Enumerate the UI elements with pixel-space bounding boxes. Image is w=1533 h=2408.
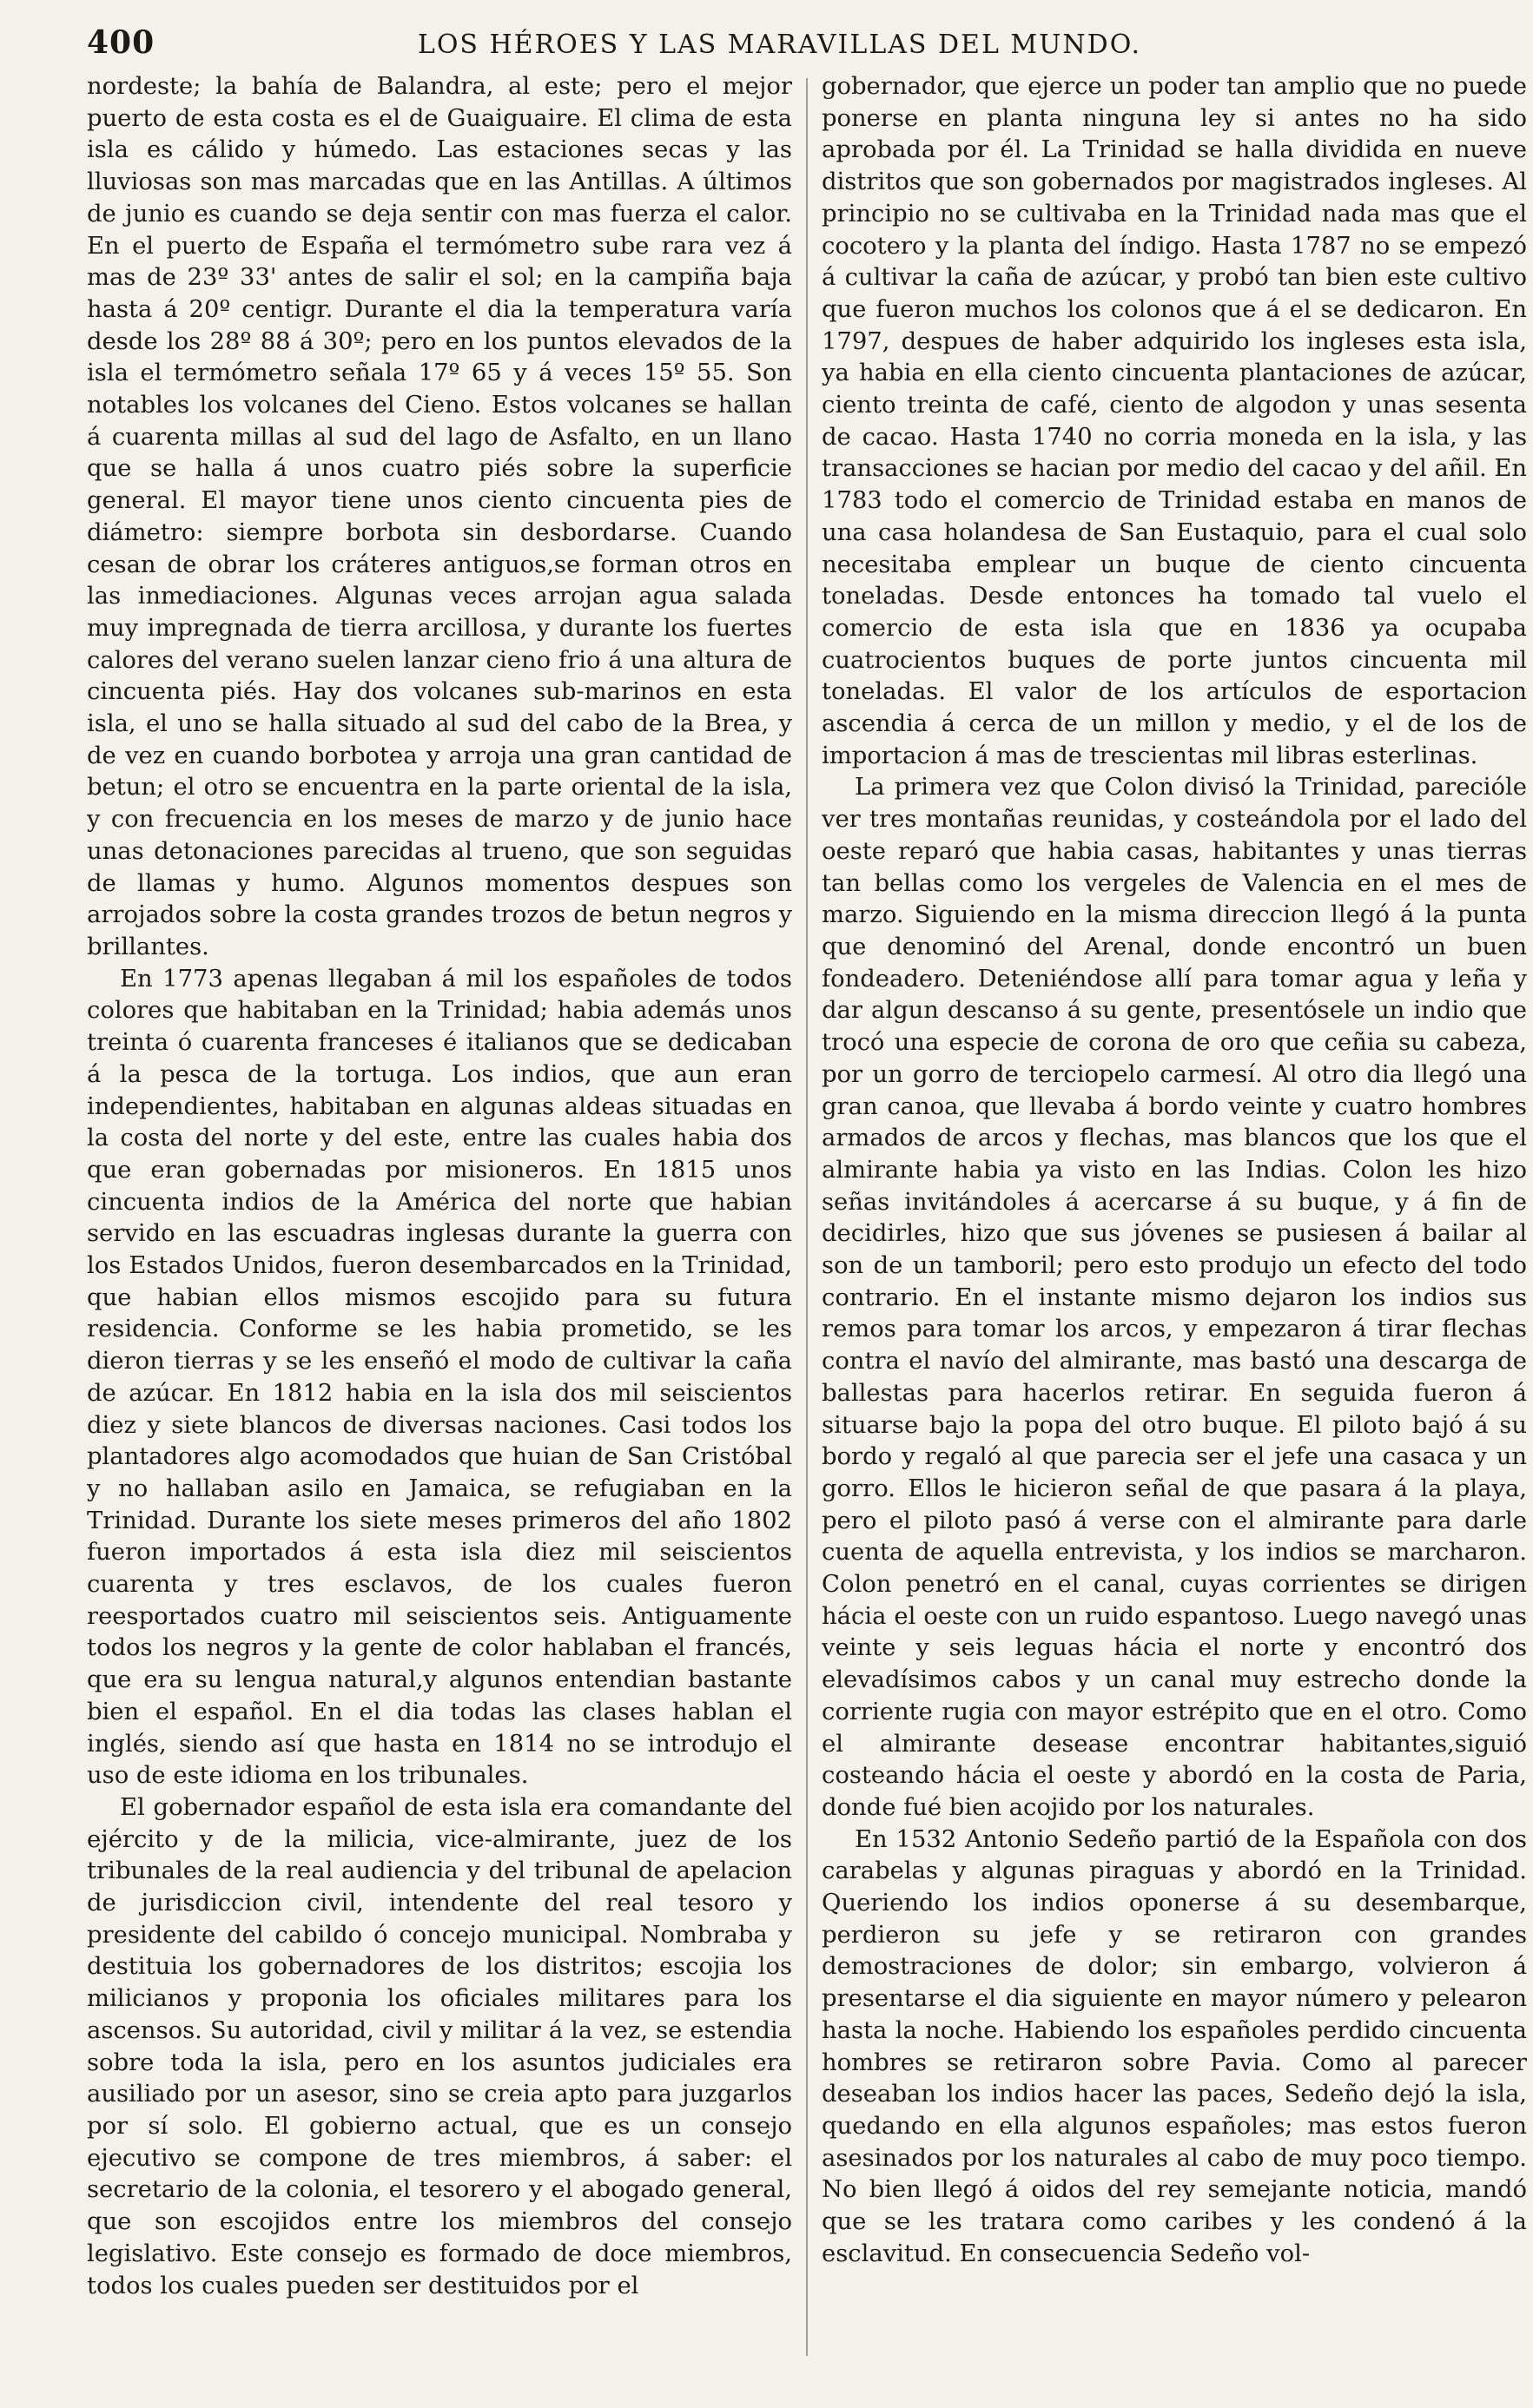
left-column [87, 71, 792, 2365]
right-paragraph-3: En 1532 Antonio Sedeño partió de la Española con dos carabelas y algunas piraguas y abordó en la Trinidad. Queriendo los indios oponerse á su desembarque, perdieron su jefe y se retiraron con grandes demostraciones de dolor; sin embargo, volvieron á presentarse el dia siguiente en mayor número y pelearon hasta la noche. Habiendo los españoles perdido cincuenta hombres se retiraron sobre Pavia. Como al parecer deseaban los indios hacer las paces, Sedeño dejó la isla, quedando en ella algunos españoles; mas estos fueron asesinados por los naturales al cabo de muy poco tiempo. No bien llegó á oidos del rey semejante noticia, mandó que se les tratara como caribes y les condenó á la esclavitud. En consecuencia Sedeño vol- [822, 1825, 1527, 2267]
column-divider [806, 78, 808, 2356]
left-paragraph-2: En 1773 apenas llegaban á mil los españoles de todos colores que habitaban en la Trinidad; habia además unos treinta ó cuarenta franceses é italianos que se dedicaban á la pesca de la tortuga. Los indios, que aun eran independientes, habitaban en algunas aldeas situadas en la costa del norte y del este, entre las cuales habia dos que eran gobernadas por misioneros. En 1815 unos cincuenta indios de la América del norte que habian servido en las escuadras inglesas durante la guerra con los Estados Unidos, fueron desembarcados en la Trinidad, que habian ellos mismos escojido para su futura residencia. Conforme se les habia prometido, se les dieron tierras y se les enseñó el modo de cultivar la caña de azúcar. En 1812 habia en la isla dos mil seiscientos diez y siete blancos de diversas naciones. Casi todos los plantadores algo acomodados que huian de San Cristóbal y no hallaban asilo en Jamaica, se refugiaban en la Trinidad. Durante los siete meses primeros del año 1802 fueron importados á esta isla diez mil seiscientos cuarenta y tres esclavos, de los cuales fueron reesportados cuatro mil seiscientos seis. Antiguamente todos los negros y la gente de color hablaban el francés, que era su lengua natural,y algunos entendian bastante bien el español. En el dia todas las clases hablan el inglés, siendo así que hasta en 1814 no se introdujo el uso de este idioma en los tribunales. [87, 965, 792, 1790]
left-paragraph-3: El gobernador español de esta isla era comandante del ejército y de la milicia, vice-almirante, juez de los tribunales de la real audiencia y del tribunal de apelacion de jurisdiccion civil, intendente del real tesoro y presidente del cabildo ó concejo municipal. Nombraba y destituia los gobernadores de los distritos; escojia los milicianos y proponia los oficiales militares para los ascensos. Su autoridad, civil y militar á la vez, se estendia sobre toda la isla, pero en los asuntos judiciales era ausiliado por un asesor, sino se creia apto para juzgarlos por sí solo. El gobierno actual, que es un consejo ejecutivo se compone de tres miembros, á saber: el secretario de la colonia, el tesorero y el abogado general, que son escojidos entre los miembros del consejo legislativo. Este consejo es formado de doce miembros, todos los cuales pueden ser destituidos por el [87, 1793, 792, 2299]
right-paragraph-2: La primera vez que Colon divisó la Trinidad, parecióle ver tres montañas reunidas, y costeándola por el lado del oeste reparó que habia casas, habitantes y unas tierras tan bellas como los vergeles de Valencia en el mes de marzo. Siguiendo en la misma direccion llegó á la punta que denominó del Arenal, donde encontró un buen fondeadero. Deteniéndose allí para tomar agua y leña y dar algun descanso á su gente, presentósele un indio que trocó una especie de corona de oro que ceñia su cabeza, por un gorro de terciopelo carmesí. Al otro dia llegó una gran canoa, que llevaba á bordo veinte y cuatro hombres armados de arcos y flechas, mas blancos que los que el almirante habia ya visto en las Indias. Colon les hizo señas invitándoles á acercarse á su buque, y á fin de decidirles, hizo que sus jóvenes se pusiesen á bailar al son de un tamboril; pero esto produjo un efecto del todo contrario. En el instante mismo dejaron los indios sus remos para tomar los arcos, y empezaron á tirar flechas contra el navío del almirante, mas bastó una descarga de ballestas para hacerlos retirar. En seguida fueron á situarse bajo la popa del otro buque. El piloto bajó á su bordo y regaló al que parecia ser el jefe una casaca y un gorro. Ellos le hicieron señal de que pasara á la playa, pero el piloto pasó á verse con el almirante para darle cuenta de aquella entrevista, y los indios se marcharon. Colon penetró en el canal, cuyas corrientes se dirigen hácia el oeste con un ruido espantoso. Luego navegó unas veinte y seis leguas hácia el norte y encontró dos elevadísimos cabos y un canal muy estrecho donde la corriente rugia con mayor estrépito que en el otro. Como el almirante desease encontrar habitantes,siguió costeando hácia el oeste y abordó en la costa de Paria, donde fué bien acojido por los naturales. [822, 774, 1527, 1821]
page-number: 400 [87, 24, 155, 61]
right-paragraph-1: gobernador, que ejerce un poder tan amplio que no puede ponerse en planta ninguna ley si antes no ha sido aprobada por él. La Trinidad se halla dividida en nueve distritos que son gobernados por magistrados ingleses. Al principio no se cultivaba en la Trinidad nada mas que el cocotero y la planta del índigo. Hasta 1787 no se empezó á cultivar la caña de azúcar, y probó tan bien este cultivo que fueron muchos los colonos que á el se dedicaron. En 1797, despues de haber adquirido los ingleses esta isla, ya habia en ella ciento cincuenta plantaciones de azúcar, ciento treinta de café, ciento de algodon y unas sesenta de cacao. Hasta 1740 no corria moneda en la isla, y las transacciones se hacian por medio del cacao y del añil. En 1783 todo el comercio de Trinidad estaba en manos de una casa holandesa de San Eustaquio, para el cual solo necesitaba emplear un buque de ciento cincuenta toneladas. Desde entonces ha tomado tal vuelo el comercio de esta isla que en 1836 ya ocupaba cuatrocientos buques de porte juntos cincuenta mil toneladas. El valor de los artículos de esportacion ascendia á cerca de un millon y medio, y el de los de importacion á mas de trescientas mil libras esterlinas. [822, 73, 1527, 769]
right-column [822, 71, 1527, 2365]
running-title: LOS HÉROES Y LAS MARAVILLAS DEL MUNDO. [417, 30, 1142, 60]
left-paragraph-1: nordeste; la bahía de Balandra, al este; pero el mejor puerto de esta costa es el de Guaiguaire. El clima de esta isla es cálido y húmedo. Las estaciones secas y las lluviosas son mas marcadas que en las Antillas. A últimos de junio es cuando se deja sentir con mas fuerza el calor. En el puerto de España el termómetro sube rara vez á mas de 23º 33' antes de salir el sol; en la campiña baja hasta á 20º centigr. Durante el dia la temperatura varía desde los 28º 88 á 30º; pero en los puntos elevados de la isla el termómetro señala 17º 65 y á veces 15º 55. Son notables los volcanes del Cieno. Estos volcanes se hallan á cuarenta millas al sud del lago de Asfalto, en un llano que se halla á unos cuatro piés sobre la superficie general. El mayor tiene unos ciento cincuenta pies de diámetro: siempre borbota sin desbordarse. Cuando cesan de obrar los cráteres antiguos,se forman otros en las inmediaciones. Algunas veces arrojan agua salada muy impregnada de tierra arcillosa, y durante los fuertes calores del verano suelen lanzar cieno frio á una altura de cincuenta piés. Hay dos volcanes sub-marinos en esta isla, el uno se halla situado al sud del cabo de la Brea, y de vez en cuando borbotea y arroja una gran cantidad de betun; el otro se encuentra en la parte oriental de la isla, y con frecuencia en los meses de marzo y de junio hace unas detonaciones parecidas al trueno, que son seguidas de llamas y humo. Algunos momentos despues son arrojados sobre la costa grandes trozos de betun negros y brillantes. [87, 73, 792, 960]
page-header [87, 19, 1472, 71]
